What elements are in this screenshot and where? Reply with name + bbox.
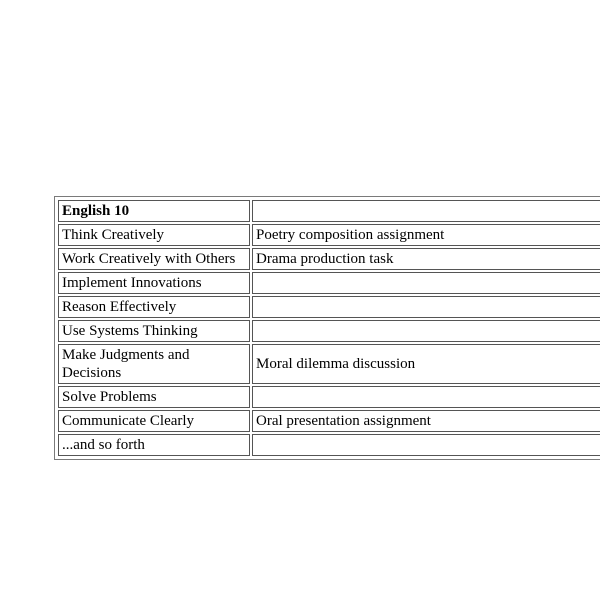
course-title-cell: English 10 <box>58 200 250 222</box>
skill-cell: Work Creatively with Others <box>58 248 250 270</box>
header-activity-cell <box>252 200 600 222</box>
activity-cell <box>252 434 600 456</box>
skill-cell: Solve Problems <box>58 386 250 408</box>
table-row <box>58 434 600 456</box>
table-header-row <box>58 200 600 222</box>
table-row <box>58 386 600 408</box>
table-row <box>58 344 600 384</box>
table-row <box>58 410 600 432</box>
skills-table <box>56 198 600 458</box>
skill-cell: Implement Innovations <box>58 272 250 294</box>
table-row <box>58 248 600 270</box>
table-row <box>58 224 600 246</box>
activity-cell <box>252 272 600 294</box>
skill-cell: Communicate Clearly <box>58 410 250 432</box>
table-row <box>58 320 600 342</box>
activity-cell <box>252 386 600 408</box>
table-row <box>58 296 600 318</box>
activity-cell: Moral dilemma discussion <box>252 344 600 384</box>
activity-cell <box>252 296 600 318</box>
activity-cell: Oral presentation assignment <box>252 410 600 432</box>
skills-table-frame <box>54 196 600 460</box>
skill-cell: Make Judgments and Decisions <box>58 344 250 384</box>
table-row <box>58 272 600 294</box>
activity-cell: Poetry composition assignment <box>252 224 600 246</box>
activity-cell <box>252 320 600 342</box>
skill-cell: Use Systems Thinking <box>58 320 250 342</box>
skill-cell: ...and so forth <box>58 434 250 456</box>
activity-cell: Drama production task <box>252 248 600 270</box>
skill-cell: Reason Effectively <box>58 296 250 318</box>
skill-cell: Think Creatively <box>58 224 250 246</box>
